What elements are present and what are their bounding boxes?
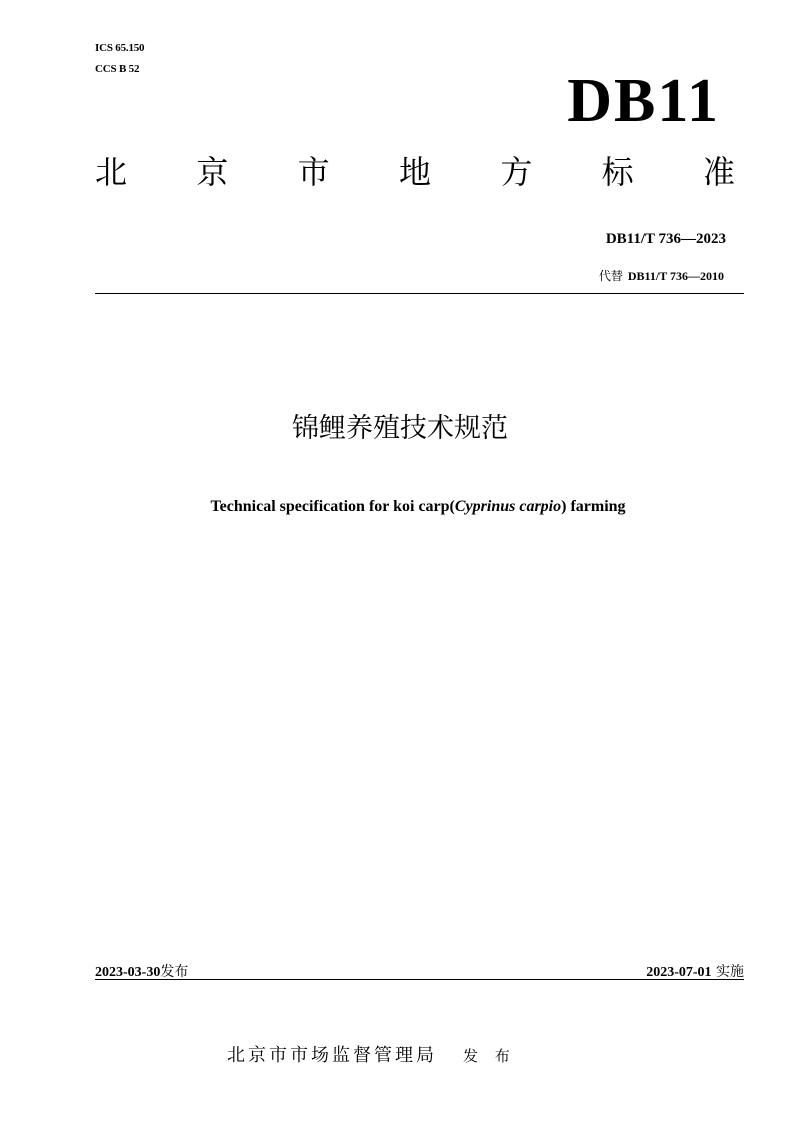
standard-type-char: 市 xyxy=(297,153,330,191)
replaces-number: DB11/T 736—2010 xyxy=(627,269,724,283)
title-english-part: ) farming xyxy=(561,498,626,515)
implement-date-line xyxy=(646,961,744,981)
issuer-line xyxy=(227,1041,516,1067)
standard-type-char: 京 xyxy=(196,153,229,191)
header-divider xyxy=(95,293,744,294)
replaces-line xyxy=(599,267,724,284)
standard-type-heading xyxy=(95,153,735,191)
document-title-english xyxy=(0,498,800,516)
implement-label: 实施 xyxy=(716,964,744,980)
standard-type-char: 地 xyxy=(398,153,431,191)
document-title-chinese: 锦鲤养殖技术规范 xyxy=(292,413,508,444)
ccs-code: CCS B 52 xyxy=(95,63,140,75)
scientific-name: Cyprinus carpio xyxy=(454,498,562,515)
standard-type-char: 方 xyxy=(500,153,533,191)
standard-type-char: 北 xyxy=(95,153,128,191)
publish-label: 发 布 xyxy=(463,1047,516,1065)
issue-label: 发布 xyxy=(160,964,189,980)
ics-code: ICS 65.150 xyxy=(95,42,145,54)
db-standard-mark: DB11 xyxy=(567,67,720,135)
replaces-label: 代替 xyxy=(598,269,623,283)
footer-divider xyxy=(95,979,744,980)
standard-number: DB11/T 736—2023 xyxy=(605,231,726,247)
standard-type-char: 标 xyxy=(601,153,634,191)
issuer-name: 北京市市场监督管理局 xyxy=(227,1045,437,1066)
title-english-part: Technical specification for koi carp( xyxy=(210,498,455,515)
implement-date: 2023-07-01 xyxy=(646,965,712,980)
issue-date: 2023-03-30 xyxy=(95,965,161,980)
standard-type-char: 准 xyxy=(702,153,735,191)
issue-date-line xyxy=(95,961,188,981)
